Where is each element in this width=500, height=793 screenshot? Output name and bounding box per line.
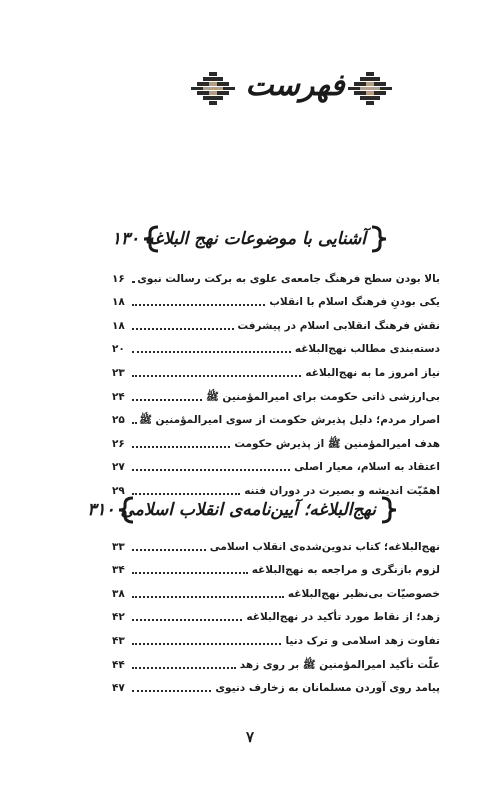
toc-entry-page: ۱۸ — [112, 319, 125, 332]
toc-entry-title: علّت تأکید امیرالمؤمنین ﷺ بر روی زهد — [239, 658, 440, 671]
page-header — [0, 62, 500, 112]
toc-entry-page: ۲۵ — [112, 414, 125, 427]
toc-entry[interactable] — [112, 288, 440, 312]
toc-entry-page: ۲۷ — [112, 461, 125, 474]
toc-entry-page: ۳۳ — [112, 540, 125, 553]
toc-entry-title: اصرار مردم؛ دلیل پذیرش حکومت از سوی امیرالمؤمنین ﷺ — [139, 414, 440, 427]
toc-entry[interactable] — [112, 650, 440, 674]
toc-entry-page: ۲۴ — [112, 390, 125, 403]
toc-entry[interactable] — [112, 382, 440, 406]
dot-leader — [132, 303, 265, 306]
toc-entry-page: ۴۷ — [112, 682, 125, 695]
toc-entry-title: یکی بودنِ فرهنگ اسلام با انقلاب — [269, 296, 440, 309]
toc-entry[interactable] — [112, 603, 440, 627]
toc-entry-page: ۲۹ — [112, 484, 125, 497]
toc-entry[interactable] — [112, 429, 440, 453]
dot-leader — [132, 595, 284, 598]
toc-list-1 — [112, 264, 440, 500]
toc-entry[interactable] — [112, 579, 440, 603]
curly-bracket-right-icon — [378, 495, 400, 525]
toc-entry[interactable] — [112, 674, 440, 698]
toc-entry-title: خصوصیّات بی‌نظیر نهج‌البلاغه — [287, 587, 440, 600]
dot-leader — [132, 571, 248, 574]
page-title: فهرست — [245, 68, 345, 103]
toc-entry-title: هدف امیرالمؤمنین ﷺ از پذیرش حکومت — [234, 437, 440, 450]
toc-entry[interactable] — [112, 626, 440, 650]
toc-entry-page: ۲۰ — [112, 343, 125, 356]
section-heading-1 — [111, 222, 390, 262]
dot-leader — [132, 350, 291, 353]
section-heading-2 — [87, 493, 400, 533]
toc-entry-title: تفاوت زهد اسلامی و ترک دنیا — [285, 634, 440, 647]
toc-entry[interactable] — [112, 406, 440, 430]
diamond-step-ornament-icon — [345, 70, 395, 106]
toc-entry-title: بالا بودن سطح فرهنگ جامعه‌ی علوی به برکت رسالت نبوی — [137, 272, 440, 285]
dot-leader — [132, 689, 211, 692]
toc-entry-title: نیاز امروز ما به نهج‌البلاغه — [305, 366, 440, 379]
toc-entry-title: اعتقاد به اسلام، معیار اصلی — [294, 461, 440, 474]
toc-entry-title: بی‌ارزشی ذاتی حکومت برای امیرالمؤمنین ﷺ — [206, 390, 440, 403]
dot-leader — [132, 666, 236, 669]
toc-entry-title: لزوم بازنگری و مراجعه به نهج‌البلاغه — [251, 564, 440, 577]
toc-entry-title: پیامد روی آوردن مسلمانان به زخارف دنیوی — [215, 682, 440, 695]
toc-entry[interactable] — [112, 264, 440, 288]
dot-leader — [132, 398, 202, 401]
toc-entry-page: ۴۲ — [112, 611, 125, 624]
toc-entry-title: نقش فرهنگ انقلابی اسلام در پیشرفت — [237, 319, 440, 332]
toc-entry[interactable] — [112, 335, 440, 359]
dot-leader — [132, 642, 281, 645]
toc-entry-page: ۴۴ — [112, 658, 125, 671]
toc-entry-page: ۱۸ — [112, 296, 125, 309]
curly-bracket-left-icon — [115, 495, 137, 525]
dot-leader — [132, 280, 133, 283]
dot-leader — [132, 445, 230, 448]
toc-entry-page: ۳۴ — [112, 564, 125, 577]
dot-leader — [132, 327, 234, 330]
dot-leader — [132, 374, 301, 377]
section-title: نهج‌البلاغه؛ آیین‌نامه‌ی انقلاب اسلامی ۳۱۰ — [87, 500, 376, 520]
dot-leader — [132, 468, 290, 471]
toc-entry-title: نهج‌البلاغه؛ کتاب تدوین‌شده‌ی انقلاب اسلامی — [209, 540, 440, 553]
toc-entry-page: ۴۳ — [112, 634, 125, 647]
curly-bracket-left-icon — [140, 224, 162, 254]
section-title: آشنایی با موضوعات نهج البلاغه ۱۳۰ — [111, 229, 366, 249]
toc-entry[interactable] — [112, 556, 440, 580]
toc-entry-title: اهمّیّت اندیشه و بصیرت در دوران فتنه — [244, 484, 440, 497]
dot-leader — [132, 618, 242, 621]
toc-entry-page: ۱۶ — [112, 272, 125, 285]
dot-leader — [132, 548, 206, 551]
toc-list-2 — [112, 532, 440, 697]
page-number: ۷ — [245, 728, 255, 746]
toc-entry-title: دسته‌بندی مطالب نهج‌البلاغه — [294, 343, 440, 356]
toc-entry-page: ۳۸ — [112, 587, 125, 600]
toc-entry-title: زهد؛ از نقاط مورد تأکید در نهج‌البلاغه — [246, 611, 440, 624]
toc-entry[interactable] — [112, 311, 440, 335]
toc-entry-page: ۲۶ — [112, 437, 125, 450]
dot-leader — [132, 421, 135, 424]
toc-entry[interactable] — [112, 358, 440, 382]
curly-bracket-right-icon — [368, 224, 390, 254]
toc-entry[interactable] — [112, 453, 440, 477]
toc-entry[interactable] — [112, 532, 440, 556]
toc-entry-page: ۲۳ — [112, 366, 125, 379]
